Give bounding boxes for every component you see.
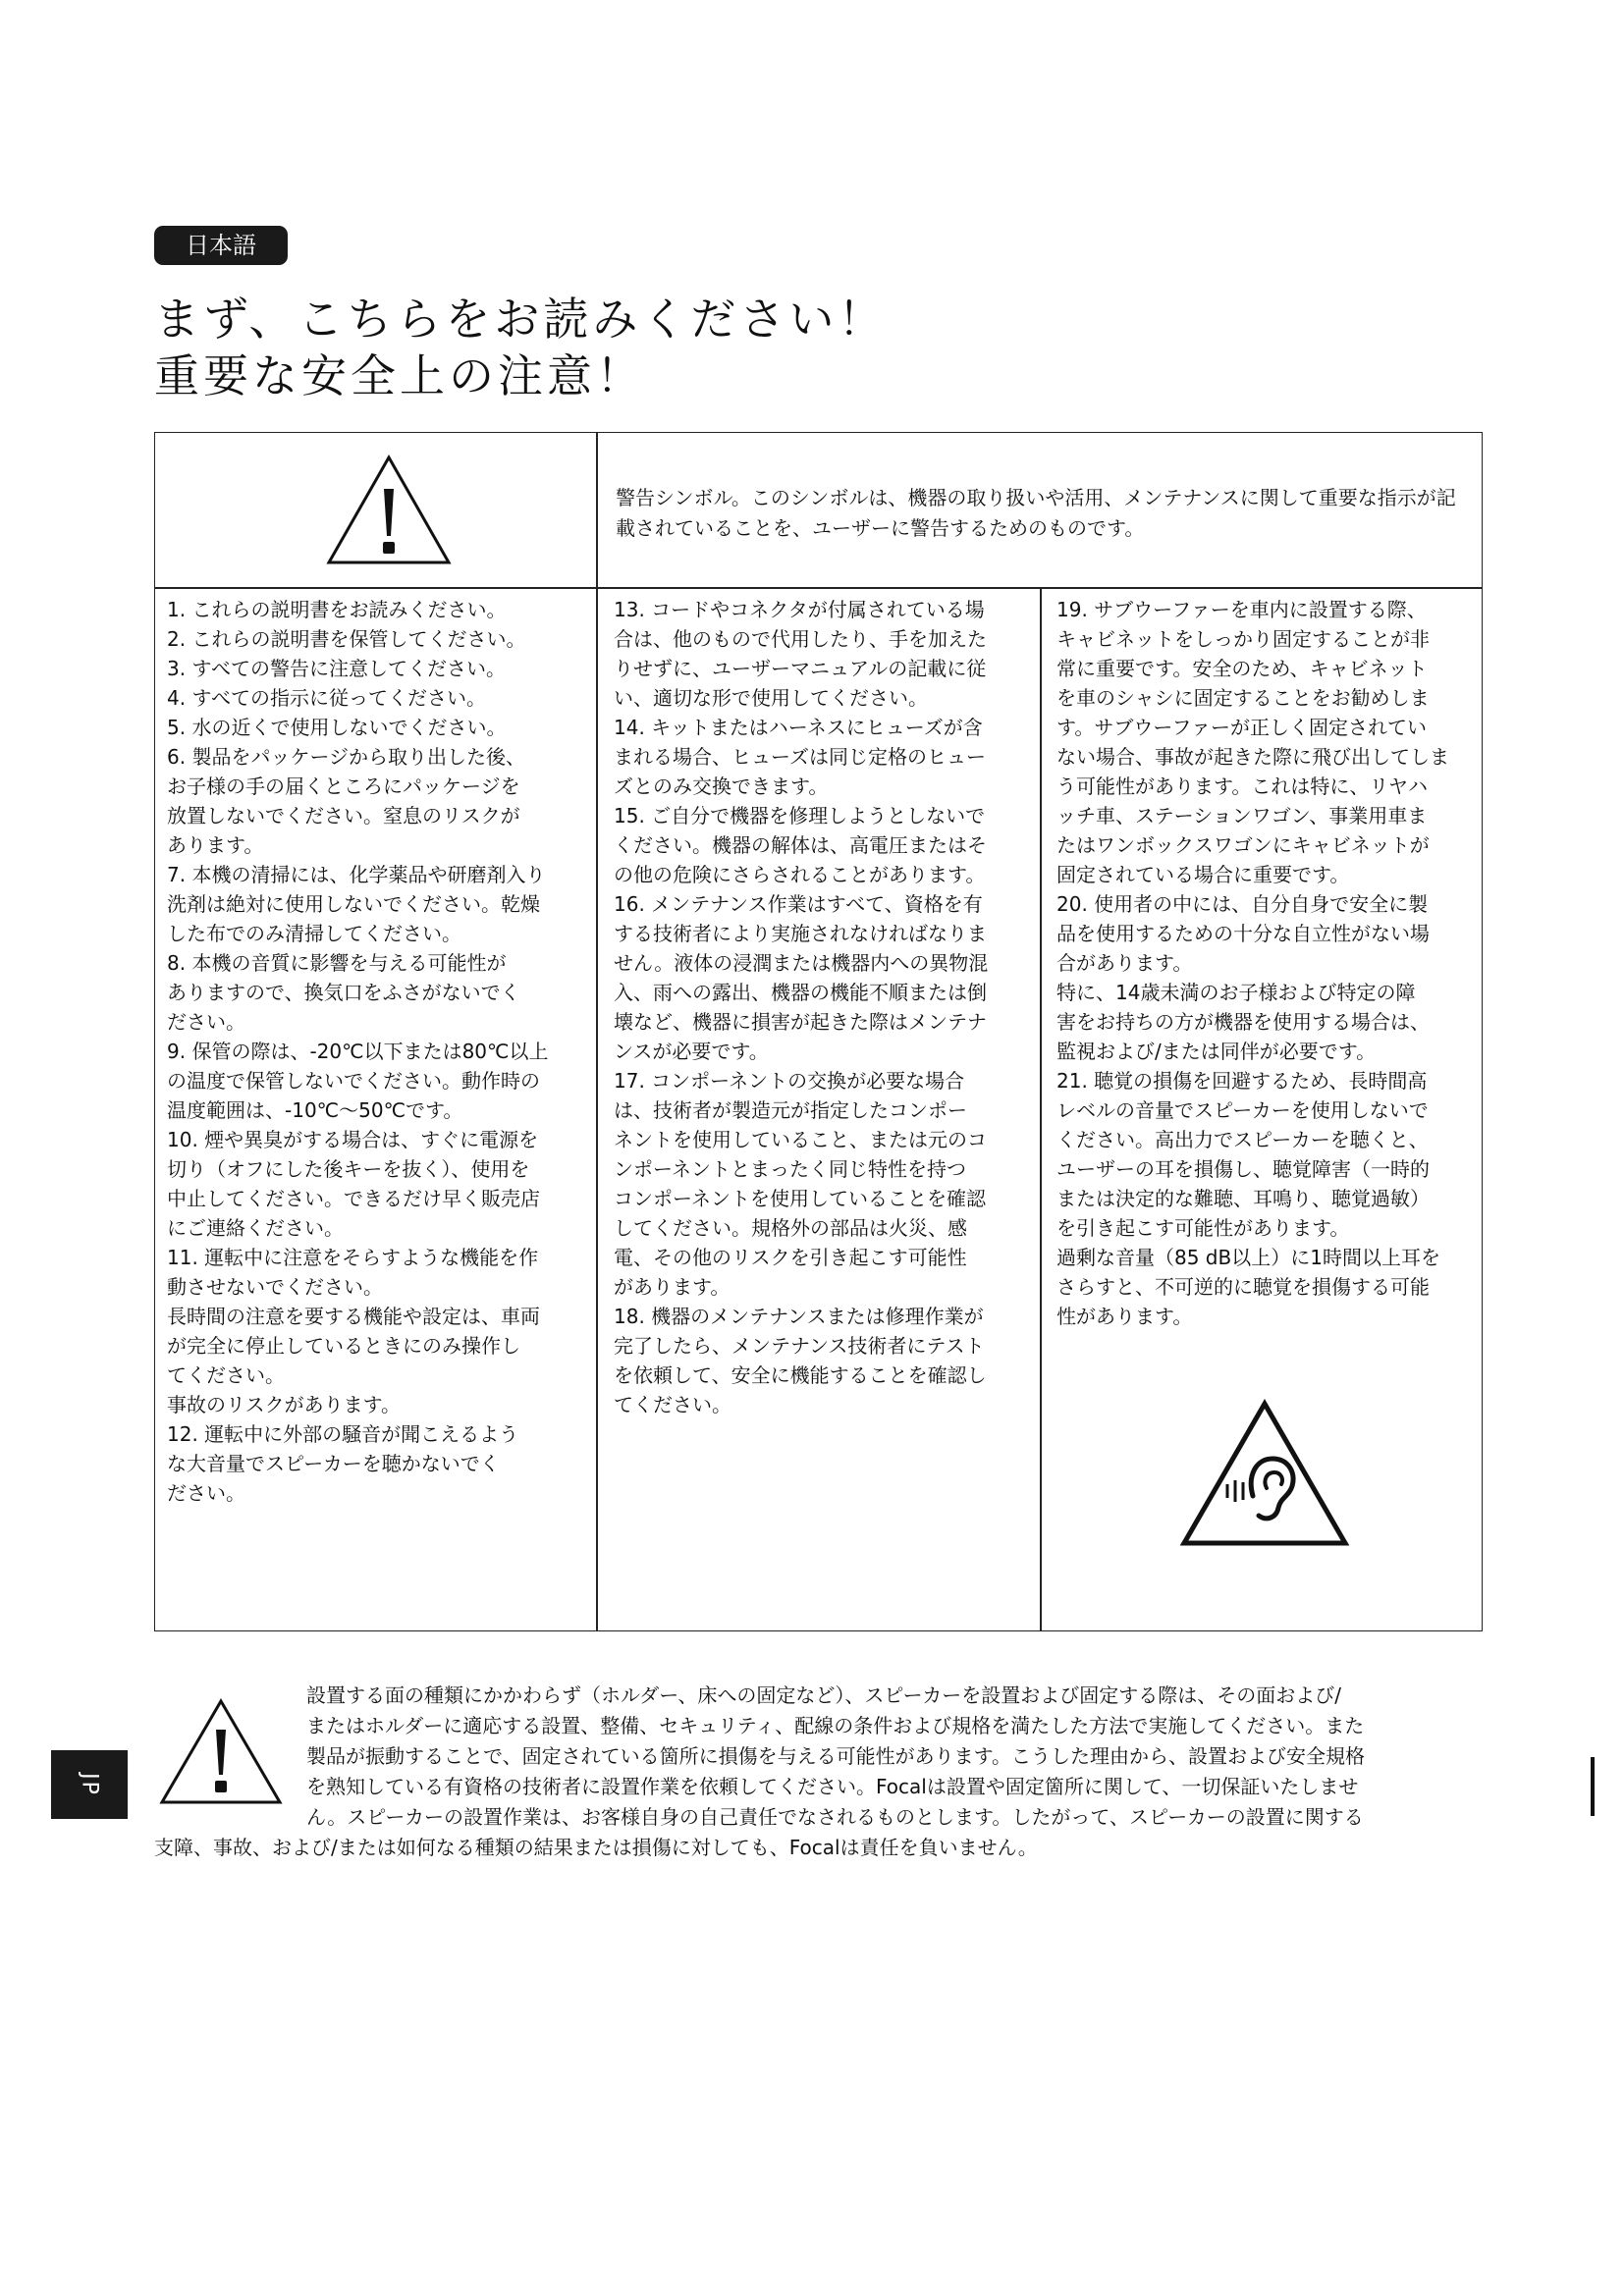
language-side-tab: [51, 1750, 128, 1819]
instruction-line: 長時間の注意を要する機能や設定は、車両: [167, 1305, 540, 1328]
instruction-line: ありますので、換気口をふさがないでく: [167, 981, 520, 1004]
instruction-line: 2. これらの説明書を保管してください。: [167, 627, 526, 651]
instruction-line: ンスが必要です。: [614, 1040, 769, 1063]
instruction-line: ださい。: [167, 1010, 245, 1034]
instruction-line: 事故のリスクがあります。: [167, 1393, 401, 1416]
instruction-line: 固定されている場合に重要です。: [1056, 863, 1350, 886]
instruction-line: ださい。: [167, 1481, 245, 1505]
instruction-line: 13. コードやコネクタが付属されている場: [614, 598, 985, 621]
instruction-line: 常に重要です。安全のため、キャビネット: [1056, 657, 1428, 680]
instruction-line: 17. コンポーネントの交換が必要な場合: [614, 1069, 965, 1093]
instruction-line: 19. サブウーファーを車内に設置する際、: [1056, 598, 1427, 621]
instruction-line: を依頼して、安全に機能することを確認し: [614, 1363, 987, 1387]
language-badge: 日本語: [154, 226, 288, 265]
instruction-line: ネントを使用していること、または元のコ: [614, 1128, 987, 1151]
instruction-line: 6. 製品をパッケージから取り出した後、: [167, 745, 526, 769]
disclaimer-line: 製品が振動することで、固定されている箇所に損傷を与える可能性があります。こうした理由から、設置および安全規格: [306, 1744, 1365, 1768]
instruction-line: 11. 運転中に注意をそらすような機能を作: [167, 1246, 539, 1269]
instruction-line: りせずに、ユーザーマニュアルの記載に従: [614, 657, 987, 680]
instruction-line: 過剰な音量（85 dB以上）に1時間以上耳を: [1056, 1246, 1440, 1269]
disclaimer-line: またはホルダーに適応する設置、整備、セキュリティ、配線の条件および規格を満たした方法で実施してください。また: [306, 1714, 1365, 1737]
disclaimer-line: を熟知している有資格の技術者に設置作業を依頼してください。Focalは設置や固定箇所に関して、一切保証いたしませ: [306, 1775, 1359, 1798]
instruction-line: 中止してください。できるだけ早く販売店: [167, 1187, 540, 1210]
instruction-line: さらすと、不可逆的に聴覚を損傷する可能: [1056, 1275, 1430, 1299]
instruction-line: 20. 使用者の中には、自分自身で安全に製: [1056, 892, 1429, 916]
disclaimer-line: 支障、事故、および/または如何なる種類の結果または損傷に対しても、Focalは責任を負いません。: [154, 1836, 1038, 1859]
warning-triangle-icon: [324, 452, 454, 567]
instruction-line: ズとのみ交換できます。: [614, 774, 829, 798]
table-divider: [154, 587, 1483, 589]
instruction-line: 監視および/または同伴が必要です。: [1056, 1040, 1377, 1063]
warning-symbol-description: 警告シンボル。このシンボルは、機器の取り扱いや活用、メンテナンスに関して重要な指示が記載されていることを、ユーザーに警告するためのものです。: [616, 486, 1456, 540]
instruction-line: てください。: [614, 1393, 731, 1416]
margin-mark: [1591, 1757, 1595, 1816]
instruction-line: 7. 本機の清掃には、化学薬品や研磨剤入り: [167, 863, 546, 886]
installation-disclaimer: [154, 1681, 1489, 1863]
instruction-line: 害をお持ちの方が機器を使用する場合は、: [1056, 1010, 1430, 1034]
instruction-line: せん。液体の浸潤または機器内への異物混: [614, 951, 989, 975]
instruction-line: う可能性があります。これは特に、リヤハ: [1056, 774, 1428, 798]
instruction-line: した布でのみ清掃してください。: [167, 922, 461, 945]
disclaimer-line: ん。スピーカーの設置作業は、お客様自身の自己責任でなされるものとします。したがって、スピーカーの設置に関する: [306, 1805, 1364, 1829]
instruction-line: を車のシャシに固定することをお勧めしま: [1056, 686, 1430, 710]
instructions-column-2: [614, 595, 1031, 1419]
instruction-line: 品を使用するための十分な自立性がない場: [1056, 922, 1430, 945]
instruction-line: の温度で保管しないでください。動作時の: [167, 1069, 540, 1093]
instruction-line: の他の危険にさらされることがあります。: [614, 863, 986, 886]
instruction-line: 合があります。: [1056, 951, 1193, 975]
instruction-line: 壊など、機器に損害が起きた際はメンテナ: [614, 1010, 987, 1034]
instruction-line: レベルの音量でスピーカーを使用しないで: [1056, 1098, 1429, 1122]
instruction-line: キャビネットをしっかり固定することが非: [1056, 627, 1430, 651]
instruction-line: 特に、14歳未満のお子様および特定の障: [1056, 981, 1416, 1004]
title-line-2: 重要な安全上の注意！: [154, 349, 645, 402]
instruction-line: 3. すべての警告に注意してください。: [167, 657, 507, 680]
hearing-damage-warning-icon: [1178, 1398, 1351, 1550]
instruction-line: は、技術者が製造元が指定したコンポー: [614, 1098, 967, 1122]
instructions-column-1: [167, 595, 589, 1508]
instruction-line: たはワンボックスワゴンにキャビネットが: [1056, 833, 1430, 857]
instruction-line: 16. メンテナンス作業はすべて、資格を有: [614, 892, 983, 916]
instruction-line: ください。機器の解体は、高電圧またはそ: [614, 833, 987, 857]
instruction-line: あります。: [167, 833, 264, 857]
instruction-line: 1. これらの説明書をお読みください。: [167, 598, 507, 621]
instruction-line: ユーザーの耳を損傷し、聴覚障害（一時的: [1056, 1157, 1430, 1181]
side-tab-label: JP: [77, 1773, 102, 1796]
instruction-line: ンポーネントとまったく同じ特性を持つ: [614, 1157, 966, 1181]
instruction-line: 5. 水の近くで使用しないでください。: [167, 716, 507, 739]
table-divider: [596, 432, 598, 1631]
instruction-line: 電、その他のリスクを引き起こす可能性: [614, 1246, 967, 1269]
instructions-column-3: [1056, 595, 1474, 1331]
instruction-line: コンポーネントを使用していることを確認: [614, 1187, 986, 1210]
instruction-line: 合は、他のもので代用したり、手を加えた: [614, 627, 987, 651]
instruction-line: い、適切な形で使用してください。: [614, 686, 928, 710]
table-divider: [1040, 587, 1042, 1631]
instruction-line: 温度範囲は、-10℃～50℃です。: [167, 1098, 463, 1122]
instruction-line: な大音量でスピーカーを聴かないでく: [167, 1452, 500, 1475]
instruction-line: す。サブウーファーが正しく固定されてい: [1056, 716, 1427, 739]
instruction-line: お子様の手の届くところにパッケージを: [167, 774, 520, 798]
disclaimer-line: 設置する面の種類にかかわらず（ホルダー、床への固定など）、スピーカーを設置および固定する際は、その面および/: [306, 1683, 1341, 1707]
instruction-line: ない場合、事故が起きた際に飛び出してしま: [1056, 745, 1449, 769]
instruction-line: 切り（オフにした後キーを抜く）、使用を: [167, 1157, 530, 1181]
instruction-line: 動させないでください。: [167, 1275, 383, 1299]
instruction-line: てください。: [167, 1363, 285, 1387]
instruction-line: してください。規格外の部品は火災、感: [614, 1216, 967, 1240]
instruction-line: にご連絡ください。: [167, 1216, 344, 1240]
instruction-line: 洗剤は絶対に使用しないでください。乾燥: [167, 892, 540, 916]
instruction-line: ください。高出力でスピーカーを聴くと、: [1056, 1128, 1429, 1151]
instruction-line: 21. 聴覚の損傷を回避するため、長時間高: [1056, 1069, 1428, 1093]
instruction-line: まれる場合、ヒューズは同じ定格のヒュー: [614, 745, 986, 769]
instruction-line: 完了したら、メンテナンス技術者にテスト: [614, 1334, 985, 1358]
instruction-line: または決定的な難聴、耳鳴り、聴覚過敏）: [1056, 1187, 1430, 1210]
instruction-line: を引き起こす可能性があります。: [1056, 1216, 1350, 1240]
title-line-1: まず、こちらをお読みください！: [154, 293, 888, 346]
instruction-line: 12. 運転中に外部の騒音が聞こえるよう: [167, 1422, 519, 1446]
instruction-line: 18. 機器のメンテナンスまたは修理作業が: [614, 1305, 984, 1328]
instruction-line: 14. キットまたはハーネスにヒューズが含: [614, 716, 983, 739]
instruction-line: 10. 煙や異臭がする場合は、すぐに電源を: [167, 1128, 539, 1151]
instruction-line: ッチ車、ステーションワゴン、事業用車ま: [1056, 804, 1428, 828]
instruction-line: 入、雨への露出、機器の機能不順または倒: [614, 981, 987, 1004]
instruction-line: 8. 本機の音質に影響を与える可能性が: [167, 951, 507, 975]
instruction-line: 放置しないでください。窒息のリスクが: [167, 804, 520, 828]
page-title: [154, 291, 887, 404]
instruction-line: があります。: [614, 1275, 731, 1299]
instruction-line: 性があります。: [1056, 1305, 1193, 1328]
instruction-line: する技術者により実施されなければなりま: [614, 922, 987, 945]
instruction-line: 4. すべての指示に従ってください。: [167, 686, 487, 710]
instruction-line: 9. 保管の際は、-20℃以下または80℃以上: [167, 1040, 549, 1063]
instruction-line: 15. ご自分で機器を修理しようとしないで: [614, 804, 986, 828]
instruction-line: が完全に停止しているときにのみ操作し: [167, 1334, 520, 1358]
